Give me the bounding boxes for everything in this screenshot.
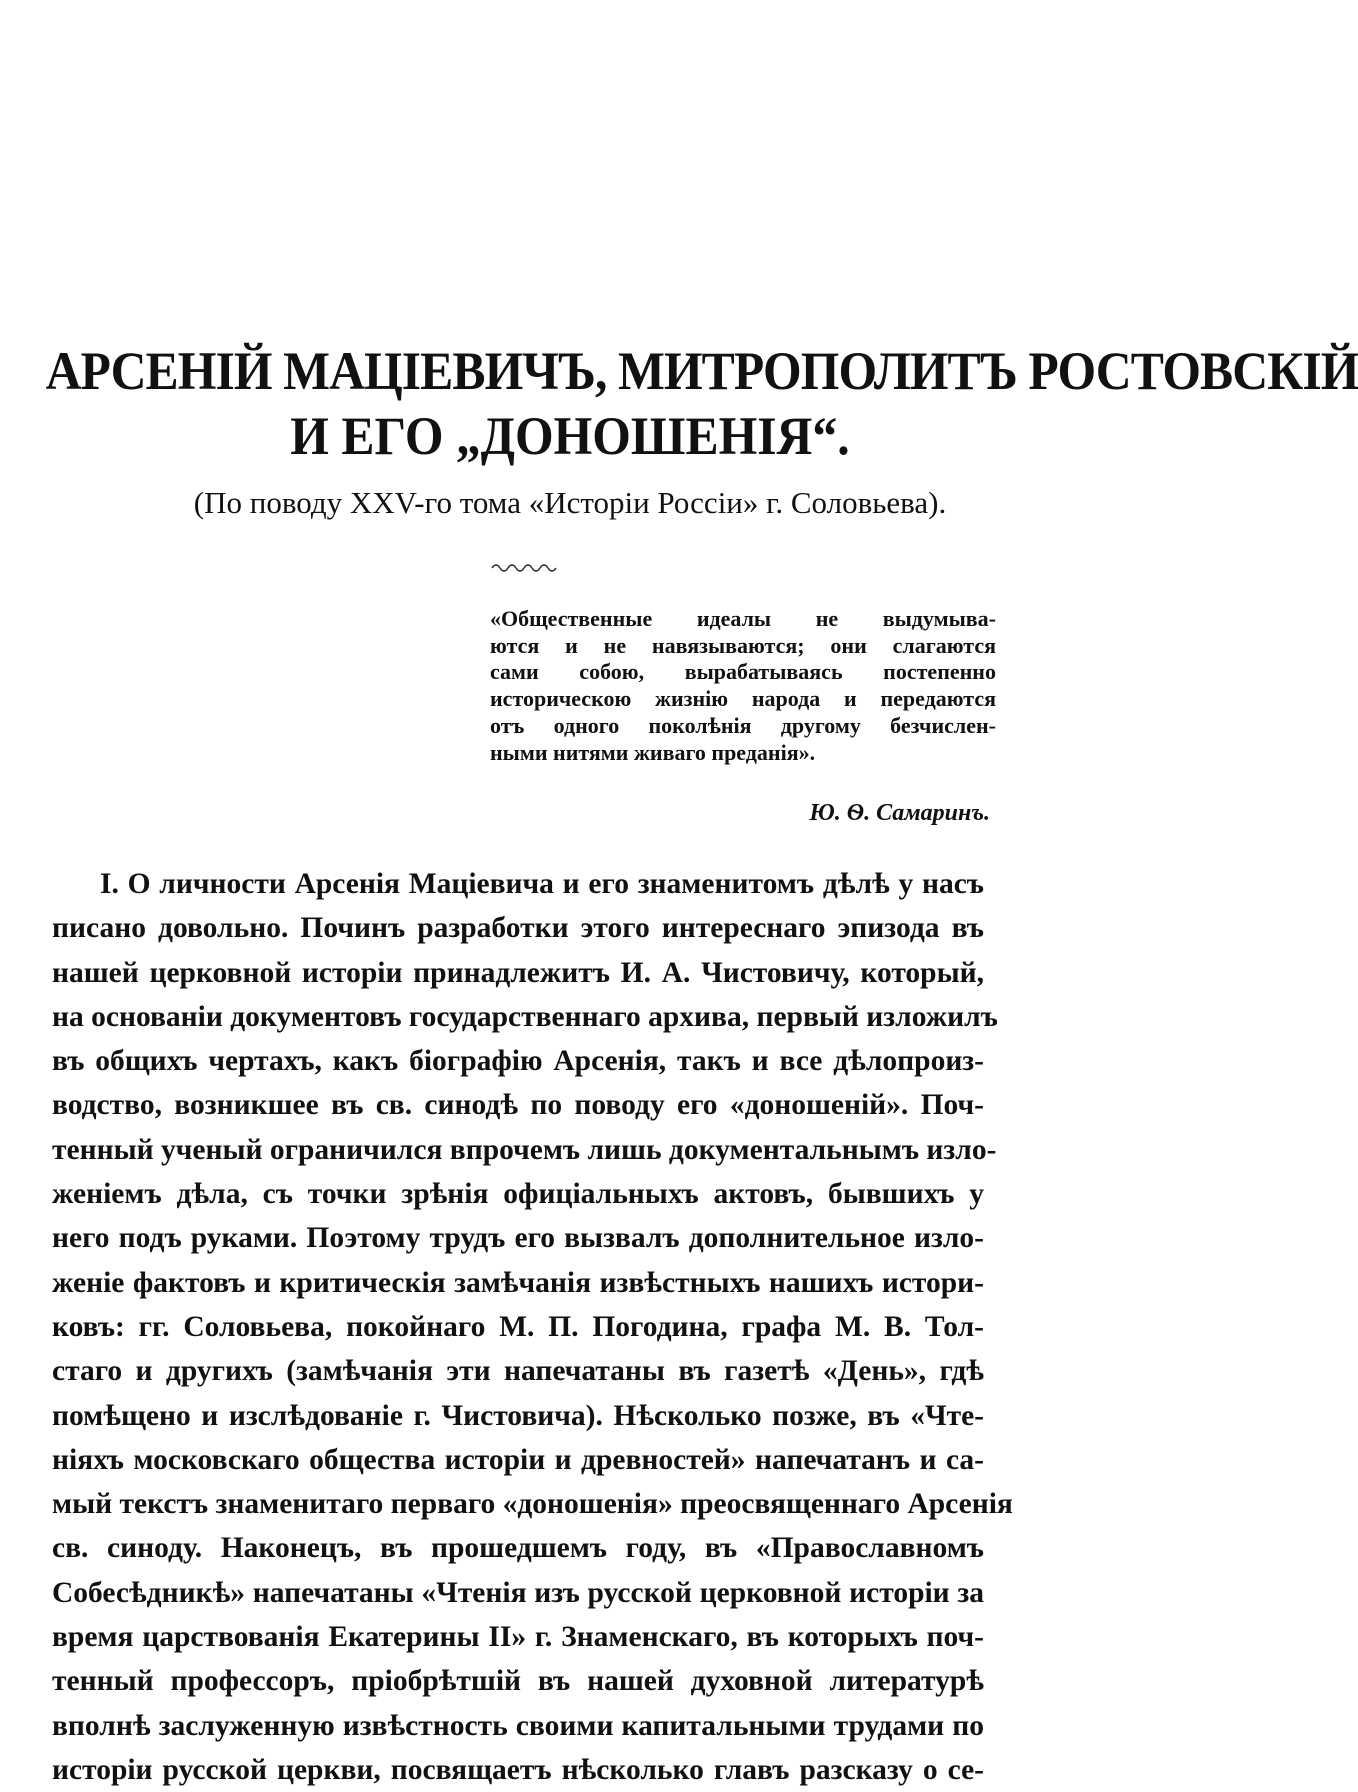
ornament-divider [490,560,560,574]
body-line: время царствованія Екатерины II» г. Знаменскаго, въ которыхъ поч- [52,1621,984,1654]
epigraph-author: Ю. Ѳ. Самаринъ. [809,800,990,826]
article-title-line-1: АРСЕНІЙ МАЦІЕВИЧЪ, МИТРОПОЛИТЪ РОСТОВСКІЙ [45,341,1358,401]
body-line: въ общихъ чертахъ, какъ біографію Арсенія, такъ и все дѣлопроиз- [52,1045,984,1078]
body-line: св. синоду. Наконецъ, въ прошедшемъ году, въ «Православномъ [52,1532,984,1565]
body-line: женіе фактовъ и критическія замѣчанія извѣстныхъ нашихъ истори- [52,1266,984,1299]
body-line: I. О личности Арсенія Маціевича и его знаменитомъ дѣлѣ у насъ [100,868,984,900]
body-line: него подъ руками. Поэтому трудъ его вызвалъ дополнительное изло- [52,1222,984,1255]
body-line: ковъ: гг. Соловьева, покойнаго М. П. Погодина, графа М. В. Тол- [52,1310,984,1343]
body-line: стаго и другихъ (замѣчанія эти напечатаны въ газетѣ «День», гдѣ [52,1355,984,1388]
epigraph-line: ными нитями живаго преданія». [490,739,816,765]
body-line: водство, возникшее въ св. синодѣ по поводу его «доношеній». Поч- [52,1089,984,1122]
epigraph-line: историческою жизнію народа и передаются [490,686,996,712]
body-line: вполнѣ заслуженную извѣстность своими капитальными трудами по [52,1709,984,1742]
body-line: мый текстъ знаменитаго перваго «доношенія» преосвященнаго Арсенія [52,1488,1013,1521]
body-paragraph [52,862,1013,1792]
article-title-line-2: И ЕГО „ДОНОШЕНІЯ“. [290,406,850,466]
body-line: тенный профессоръ, пріобрѣтшій въ нашей духовной литературѣ [52,1665,984,1698]
body-line: Собесѣдникѣ» напечатаны «Чтенія изъ русской церковной исторіи за [52,1576,984,1609]
body-line: нашей церковной исторіи принадлежитъ И. А. Чистовичу, который, [52,956,984,989]
article-subtitle: (По поводу XXV-го тома «Исторіи Россіи» г. Соловьева). [193,485,947,520]
epigraph-line: отъ одного поколѣнія другому безчислен- [490,712,996,738]
body-line: исторіи русской церкви, посвящаетъ нѣсколько главъ разсказу о се- [52,1753,984,1786]
body-line: ніяхъ московскаго общества исторіи и древностей» напечатанъ и са- [52,1443,984,1476]
body-line: женіемъ дѣла, съ точки зрѣнія офиціальныхъ актовъ, бывшихъ у [52,1178,984,1211]
epigraph-quote [490,606,996,766]
body-line: на основаніи документовъ государственнаго архива, первый изложилъ [52,1000,998,1033]
body-line: помѣщено и изслѣдованіе г. Чистовича). Нѣсколько позже, въ «Чте- [52,1399,984,1432]
epigraph-line: ются и не навязываются; они слагаются [490,632,996,658]
epigraph-line: сами собою, вырабатываясь постепенно [490,659,996,685]
body-line: писано довольно. Починъ разработки этого интереснаго эпизода въ [52,912,984,945]
epigraph-line: «Общественные идеалы не выдумыва- [490,606,996,631]
body-line: тенный ученый ограничился впрочемъ лишь документальнымъ изло- [52,1133,997,1166]
